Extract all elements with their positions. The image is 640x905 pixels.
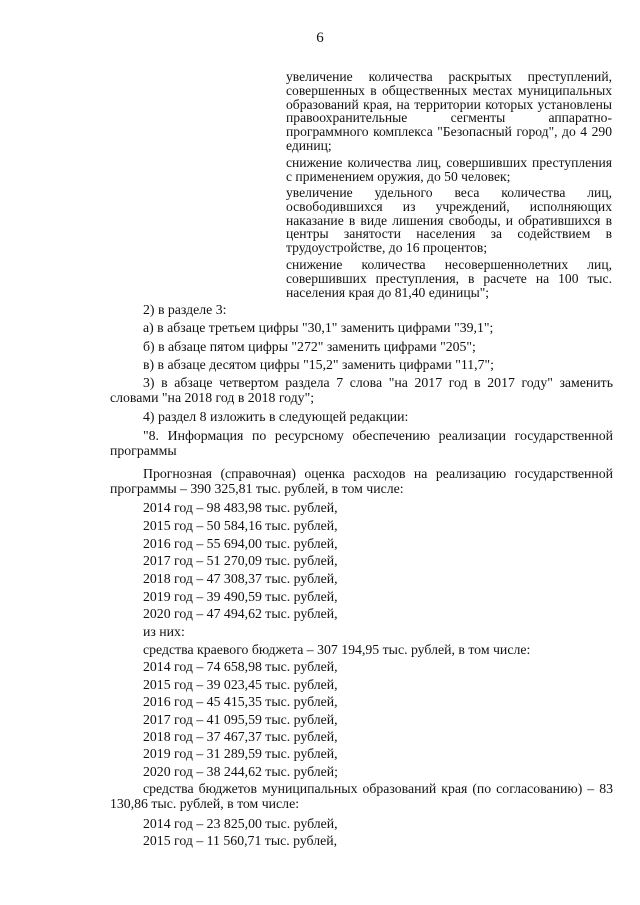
amendment-item4: 4) раздел 8 изложить в следующей редакции: <box>143 409 409 424</box>
indicator-paragraph: снижение количества несовершеннолетних лиц, совершивших преступления, в расчете на 100 тыс. населения края до 81,40 единицы"; <box>286 257 612 300</box>
section8-heading: "8. Информация по ресурсному обеспечению реализации государственной программы <box>110 428 613 458</box>
indicator-paragraph: увеличение удельного веса количества лиц, освободившихся из учреждений, исполняющих наказание в виде лишения свободы, и обратившихся в центры занятости населения за содействием в трудоустройстве, до 16 процентов; <box>286 185 612 256</box>
total-year-line: 2017 год – 51 270,09 тыс. рублей, <box>143 553 338 568</box>
indicator-paragraph: снижение количества лиц, совершивших преступления с применением оружия, до 50 человек; <box>286 155 612 184</box>
indicator-paragraph: увеличение количества раскрытых преступлений, совершенных в общественных местах муниципальных образований края, на территории которых установлены правоохранительные сегменты аппаратно-программного комплекса "Безопасный город", до 4 290 единиц; <box>286 69 612 153</box>
amendment-item3: 3) в абзаце четвертом раздела 7 слова "на 2017 год в 2017 году" заменить словами "на 2018 год в 2018 году"; <box>110 375 613 405</box>
regional-budget-line: средства краевого бюджета – 307 194,95 тыс. рублей, в том числе: <box>143 642 531 657</box>
regional-year-line: 2019 год – 31 289,59 тыс. рублей, <box>143 746 338 761</box>
total-year-line: 2018 год – 47 308,37 тыс. рублей, <box>143 571 338 586</box>
amendment-b: б) в абзаце пятом цифры "272" заменить цифрами "205"; <box>143 339 476 354</box>
regional-year-line: 2014 год – 74 658,98 тыс. рублей, <box>143 659 338 674</box>
regional-year-line: 2015 год – 39 023,45 тыс. рублей, <box>143 677 338 692</box>
regional-year-line: 2020 год – 38 244,62 тыс. рублей; <box>143 764 338 779</box>
total-year-line: 2015 год – 50 584,16 тыс. рублей, <box>143 518 338 533</box>
municipal-budget-paragraph: средства бюджетов муниципальных образований края (по согласованию) – 83 130,86 тыс. рублей, в том числе: <box>110 781 613 811</box>
regional-year-line: 2016 год – 45 415,35 тыс. рублей, <box>143 694 338 709</box>
regional-year-line: 2018 год – 37 467,37 тыс. рублей, <box>143 729 338 744</box>
amendment-v: в) в абзаце десятом цифры "15,2" заменить цифрами "11,7"; <box>143 357 494 372</box>
amendment-section3: 2) в разделе 3: <box>143 302 227 317</box>
total-year-line: 2020 год – 47 494,62 тыс. рублей, <box>143 606 338 621</box>
total-year-line: 2014 год – 98 483,98 тыс. рублей, <box>143 500 338 515</box>
municipal-year-line: 2015 год – 11 560,71 тыс. рублей, <box>143 833 338 848</box>
of-which-line: из них: <box>143 624 185 639</box>
total-year-line: 2019 год – 39 490,59 тыс. рублей, <box>143 589 338 604</box>
forecast-paragraph: Прогнозная (справочная) оценка расходов на реализацию государственной программы – 390 325,81 тыс. рублей, в том числе: <box>110 466 613 496</box>
page-number: 6 <box>316 30 324 46</box>
total-year-line: 2016 год – 55 694,00 тыс. рублей, <box>143 536 338 551</box>
amendment-a: а) в абзаце третьем цифры "30,1" заменить цифрами "39,1"; <box>143 320 494 335</box>
regional-year-line: 2017 год – 41 095,59 тыс. рублей, <box>143 712 338 727</box>
municipal-year-line: 2014 год – 23 825,00 тыс. рублей, <box>143 816 338 831</box>
